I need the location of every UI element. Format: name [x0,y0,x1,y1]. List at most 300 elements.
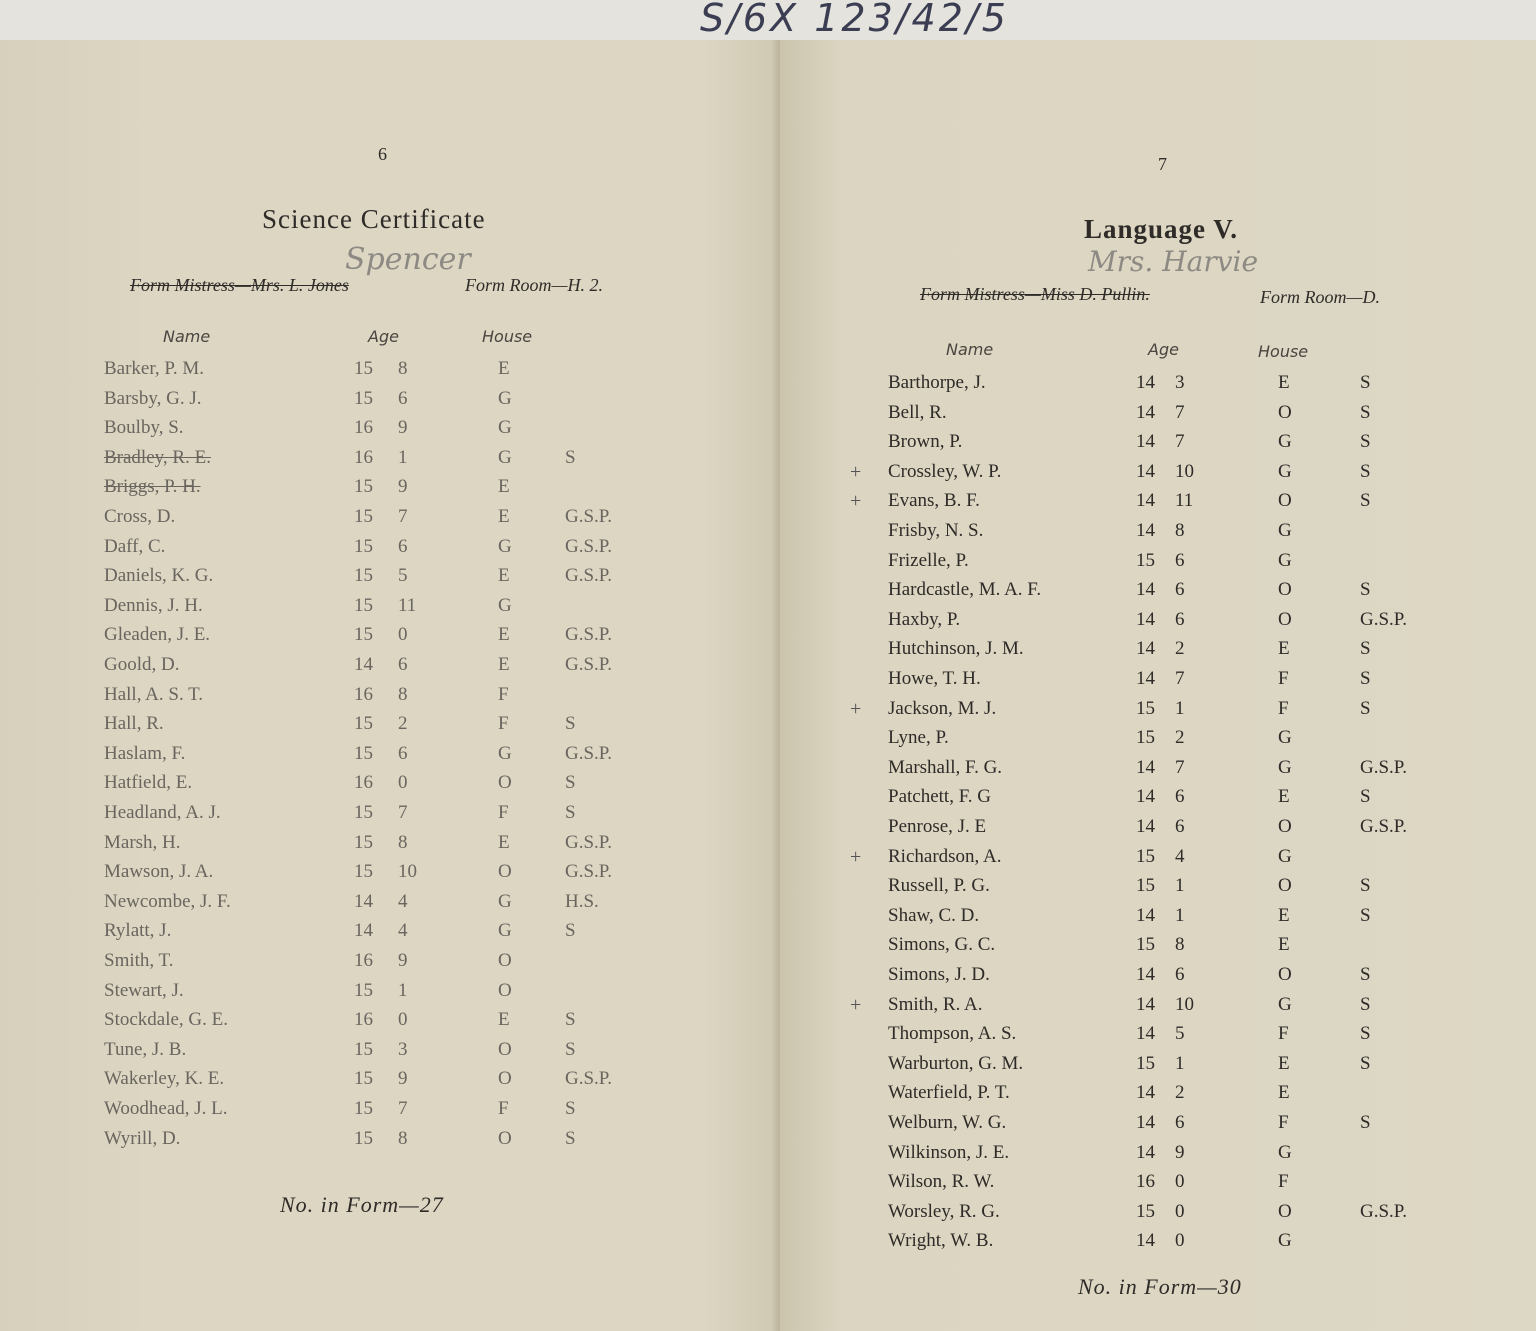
house-letter: E [1278,1052,1290,1074]
student-name: Patchett, F. G [888,786,991,808]
table-row [0,891,700,920]
age-months: 1 [1175,697,1185,719]
table-row [0,417,700,446]
table-row [0,980,700,1009]
certificate-note: G.S.P. [565,654,612,675]
age-months: 7 [1175,431,1185,453]
age-months: 8 [398,831,408,853]
table-row [780,786,1480,815]
table-row [780,402,1480,431]
student-name: Penrose, J. E [888,816,987,837]
table-row [0,832,700,861]
age-years: 14 [1136,904,1155,926]
age-years: 15 [354,713,373,735]
table-row [780,1142,1480,1171]
student-name: Haxby, P. [888,608,961,630]
table-row [0,713,700,742]
age-months: 6 [398,535,408,557]
house-letter: G [1278,993,1292,1015]
age-years: 15 [354,802,373,823]
age-months: 8 [398,358,408,379]
house-letter: E [498,358,510,379]
student-name: Wakerley, K. E. [104,1068,225,1090]
student-name: Simons, G. C. [888,934,996,956]
house-letter: G [1278,727,1292,749]
table-row [780,994,1480,1023]
certificate-note: G.S.P. [565,506,612,527]
margin-mark: + [850,993,862,1016]
age-years: 14 [354,920,373,942]
table-row [780,372,1480,401]
margin-mark: + [850,845,862,868]
student-name: Worsley, R. G. [888,1200,1000,1222]
student-name: Goold, D. [104,654,180,675]
house-letter: O [498,979,512,1001]
student-name: Newcombe, J. F. [104,890,231,912]
age-years: 14 [354,890,373,912]
student-name: Wright, W. B. [888,1230,994,1252]
age-years: 16 [354,446,373,468]
student-name: Lyne, P. [888,727,949,749]
house-letter: G [498,535,512,557]
age-months: 5 [1175,1023,1185,1045]
house-letter: F [498,713,509,735]
house-letter: E [498,831,510,853]
age-years: 15 [354,1038,373,1060]
student-name: Smith, R. A. [888,993,983,1015]
student-name: Jackson, M. J. [888,697,997,719]
certificate-note: G.S.P. [565,565,612,587]
age-months: 6 [1175,816,1185,837]
house-letter: E [1278,904,1290,926]
student-name: Stockdale, G. E. [104,1009,229,1031]
certificate-note: S [1360,1112,1371,1133]
house-letter: O [498,861,512,883]
age-years: 14 [1136,816,1155,837]
certificate-note: H.S. [565,890,599,912]
age-years: 15 [354,535,373,557]
student-name: Warburton, G. M. [888,1052,1024,1074]
age-months: 8 [1175,934,1185,956]
student-name: Bradley, R. E. [104,446,211,468]
table-row [0,388,700,417]
age-years: 15 [354,476,373,498]
age-years: 14 [1136,608,1155,630]
student-name: Wilkinson, J. E. [888,1141,1010,1163]
age-years: 15 [354,624,373,646]
student-name: Hatfield, E. [104,772,193,794]
house-letter: O [498,772,512,794]
house-letter: G [498,417,512,439]
age-months: 1 [1175,904,1185,926]
handwritten-mistress-name: Mrs. Harvie [1088,245,1259,278]
student-name: Frisby, N. S. [888,520,984,541]
student-name: Thompson, A. S. [888,1023,1017,1045]
house-letter: G [498,594,512,616]
age-months: 8 [398,1127,408,1149]
margin-mark: + [850,460,862,483]
age-years: 15 [354,831,373,853]
house-letter: F [1278,1171,1289,1193]
age-years: 14 [1136,372,1155,393]
student-name: Frizelle, P. [888,549,969,571]
house-letter: F [1278,1023,1289,1045]
name-header: Name [163,327,211,346]
table-row [0,1009,700,1038]
age-months: 6 [398,742,408,764]
table-row [780,668,1480,697]
form-mistress [920,284,1150,305]
age-header: Age [368,327,399,346]
certificate-note: S [565,772,576,794]
certificate-note: S [565,446,576,468]
table-row [0,802,700,831]
house-letter: G [498,387,512,409]
table-row [780,964,1480,993]
age-years: 14 [1136,668,1155,689]
table-row [0,1098,700,1127]
form-count: No. in Form—30 [1078,1274,1242,1299]
table-row [780,1201,1480,1230]
certificate-note: S [565,1009,576,1031]
age-months: 4 [398,890,408,912]
certificate-note: G.S.P. [565,535,612,557]
house-letter: G [498,920,512,942]
student-name: Stewart, J. [104,979,184,1001]
student-name: Simons, J. D. [888,964,990,985]
certificate-note: G.S.P. [565,861,612,883]
age-years: 14 [1136,1082,1155,1104]
age-months: 4 [398,920,408,942]
student-name: Howe, T. H. [888,668,981,689]
table-row [780,816,1480,845]
table-row [0,476,700,505]
student-name: Welburn, W. G. [888,1112,1007,1133]
age-months: 9 [398,1068,408,1090]
table-row [780,875,1480,904]
age-years: 15 [354,565,373,587]
age-header: Age [1148,340,1179,359]
age-years: 16 [354,950,373,971]
age-years: 16 [354,1009,373,1031]
age-months: 1 [1175,1052,1185,1074]
table-row [0,447,700,476]
age-months: 1 [1175,875,1185,897]
age-months: 0 [1175,1171,1185,1193]
student-name: Dennis, J. H. [104,594,203,616]
student-name: Hardcastle, M. A. F. [888,579,1042,601]
table-row [0,565,700,594]
age-years: 15 [354,358,373,379]
student-name: Wilson, R. W. [888,1171,995,1193]
age-years: 14 [1136,1112,1155,1133]
page-number: 7 [1158,154,1167,174]
age-months: 6 [1175,786,1185,808]
age-months: 2 [1175,1082,1185,1104]
house-letter: F [498,802,509,823]
house-letter: G [498,742,512,764]
age-months: 7 [1175,401,1185,423]
house-letter: G [1278,549,1292,571]
page-number: 6 [378,144,387,164]
certificate-note: S [565,802,576,823]
age-months: 7 [398,1098,408,1119]
student-name: Daniels, K. G. [104,565,214,587]
certificate-note: S [565,1127,576,1149]
age-years: 15 [1136,934,1155,956]
certificate-note: G.S.P. [1360,816,1407,837]
left-page [0,40,780,1331]
age-years: 14 [1136,1023,1155,1045]
form-room: Form Room—H. 2. [465,275,603,295]
age-years: 15 [1136,845,1155,867]
age-months: 7 [398,506,408,527]
table-row [780,490,1480,519]
age-years: 14 [1136,490,1155,512]
student-name: Marshall, F. G. [888,756,1003,778]
table-row [780,609,1480,638]
student-name: Mawson, J. A. [104,861,214,883]
form-mistress [130,275,349,296]
house-letter: G [498,446,512,468]
age-years: 14 [1136,993,1155,1015]
house-letter: G [1278,460,1292,482]
age-years: 14 [1136,520,1155,541]
table-row [0,1068,700,1097]
form-count: No. in Form—27 [280,1192,444,1217]
age-years: 15 [1136,727,1155,749]
student-name: Boulby, S. [104,417,184,439]
table-row [780,846,1480,875]
age-months: 5 [398,565,408,587]
age-months: 9 [398,950,408,971]
student-name: Haslam, F. [104,742,186,764]
margin-mark: + [850,697,862,720]
age-months: 1 [398,979,408,1001]
house-letter: F [498,683,509,705]
age-years: 14 [1136,431,1155,453]
certificate-note: S [1360,401,1371,423]
age-years: 15 [354,742,373,764]
age-years: 15 [1136,1200,1155,1222]
student-name: Marsh, H. [104,831,181,853]
age-years: 15 [354,979,373,1001]
age-years: 14 [1136,1141,1155,1163]
student-name: Smith, T. [104,950,174,971]
house-letter: O [1278,1200,1292,1222]
student-name: Crossley, W. P. [888,460,1002,482]
age-years: 15 [354,861,373,883]
student-name: Hall, A. S. T. [104,683,204,705]
age-years: 14 [1136,1230,1155,1252]
house-letter: G [1278,845,1292,867]
certificate-note: G.S.P. [565,742,612,764]
student-name: Richardson, A. [888,845,1002,867]
student-name: Rylatt, J. [104,920,172,942]
age-years: 14 [1136,460,1155,482]
table-row [0,506,700,535]
student-name: Woodhead, J. L. [104,1098,228,1119]
handwritten-mistress-name: Spencer [345,242,471,277]
age-months: 0 [398,624,408,646]
house-letter: O [498,950,512,971]
table-row [0,743,700,772]
certificate-note: S [565,1038,576,1060]
student-name: Briggs, P. H. [104,476,201,498]
certificate-note: G.S.P. [1360,756,1407,778]
certificate-note: S [1360,490,1371,512]
house-letter: O [1278,579,1292,601]
student-name: Bell, R. [888,401,947,423]
student-name: Headland, A. J. [104,802,221,823]
certificate-note: G.S.P. [565,831,612,853]
student-name: Brown, P. [888,431,963,453]
house-header: House [1258,342,1309,361]
certificate-note: G.S.P. [565,1068,612,1090]
house-letter: E [1278,638,1290,660]
house-letter: G [1278,431,1292,453]
house-letter: F [1278,668,1289,689]
certificate-note: S [1360,638,1371,660]
age-months: 0 [1175,1230,1185,1252]
age-years: 15 [1136,875,1155,897]
certificate-note: S [1360,875,1371,897]
certificate-note: G.S.P. [1360,1200,1407,1222]
student-name: Gleaden, J. E. [104,624,211,646]
house-letter: E [498,476,510,498]
age-months: 7 [1175,668,1185,689]
age-months: 8 [1175,520,1185,541]
age-years: 15 [354,387,373,409]
table-row [780,1230,1480,1259]
house-letter: O [1278,964,1292,985]
house-letter: F [1278,697,1289,719]
age-years: 15 [354,594,373,616]
house-letter: O [1278,875,1292,897]
table-row [0,654,700,683]
right-page [780,40,1536,1331]
certificate-note: S [1360,668,1371,689]
house-letter: G [1278,1230,1292,1252]
house-letter: O [1278,490,1292,512]
table-row [780,431,1480,460]
age-months: 7 [398,802,408,823]
certificate-note: S [1360,964,1371,985]
house-letter: E [498,506,510,527]
certificate-note: S [1360,904,1371,926]
house-letter: O [498,1127,512,1149]
student-name: Barthorpe, J. [888,372,986,393]
table-row [780,1053,1480,1082]
age-months: 3 [1175,372,1185,393]
house-letter: E [498,565,510,587]
house-letter: E [498,654,510,675]
age-years: 14 [1136,964,1155,985]
house-letter: G [498,890,512,912]
age-years: 14 [1136,401,1155,423]
age-months: 6 [1175,964,1185,985]
form-mistress-text: Form Mistress—Mrs. L. Jones [130,275,349,295]
table-row [0,1128,700,1157]
student-name: Tune, J. B. [104,1038,187,1060]
age-months: 7 [1175,756,1185,778]
age-months: 10 [1175,460,1194,482]
age-months: 11 [398,594,417,616]
age-months: 6 [398,654,408,675]
table-row [780,1082,1480,1111]
house-letter: E [1278,1082,1290,1104]
student-name: Hall, R. [104,713,164,735]
age-years: 16 [1136,1171,1155,1193]
age-months: 1 [398,446,408,468]
table-row [0,684,700,713]
table-row [0,358,700,387]
table-row [780,934,1480,963]
age-months: 2 [1175,727,1185,749]
house-letter: E [1278,786,1290,808]
margin-mark: + [850,490,862,513]
certificate-note: S [1360,1052,1371,1074]
student-name: Wyrill, D. [104,1127,181,1149]
table-row [780,727,1480,756]
certificate-note: S [565,713,576,735]
house-letter: G [1278,520,1292,541]
certificate-note: S [1360,1023,1371,1045]
student-name: Evans, B. F. [888,490,980,512]
certificate-note: G.S.P. [1360,608,1407,630]
table-row [780,905,1480,934]
house-letter: E [498,624,510,646]
house-letter: E [1278,934,1290,956]
house-letter: O [498,1068,512,1090]
table-row [780,1171,1480,1200]
age-years: 14 [1136,579,1155,601]
age-months: 6 [1175,579,1185,601]
student-name: Waterfield, P. T. [888,1082,1010,1104]
form-title: Science Certificate [262,204,486,234]
table-row [780,1023,1480,1052]
certificate-note: S [1360,460,1371,482]
age-months: 10 [398,861,417,883]
table-row [780,757,1480,786]
house-letter: E [498,1009,510,1031]
student-name: Cross, D. [104,506,176,527]
student-name: Barker, P. M. [104,358,205,379]
certificate-note: S [565,920,576,942]
name-header: Name [946,340,994,359]
age-months: 9 [398,476,408,498]
age-months: 4 [1175,845,1185,867]
table-row [0,595,700,624]
house-letter: O [498,1038,512,1060]
table-row [0,950,700,979]
age-years: 15 [354,506,373,527]
certificate-note: S [1360,993,1371,1015]
table-row [780,579,1480,608]
table-row [780,1112,1480,1141]
certificate-note: S [1360,579,1371,601]
age-months: 2 [1175,638,1185,660]
age-years: 14 [354,654,373,675]
table-row [780,461,1480,490]
age-years: 15 [1136,549,1155,571]
age-months: 2 [398,713,408,735]
age-months: 0 [398,772,408,794]
age-years: 15 [354,1068,373,1090]
house-letter: F [1278,1112,1289,1133]
age-months: 6 [1175,608,1185,630]
table-row [0,861,700,890]
